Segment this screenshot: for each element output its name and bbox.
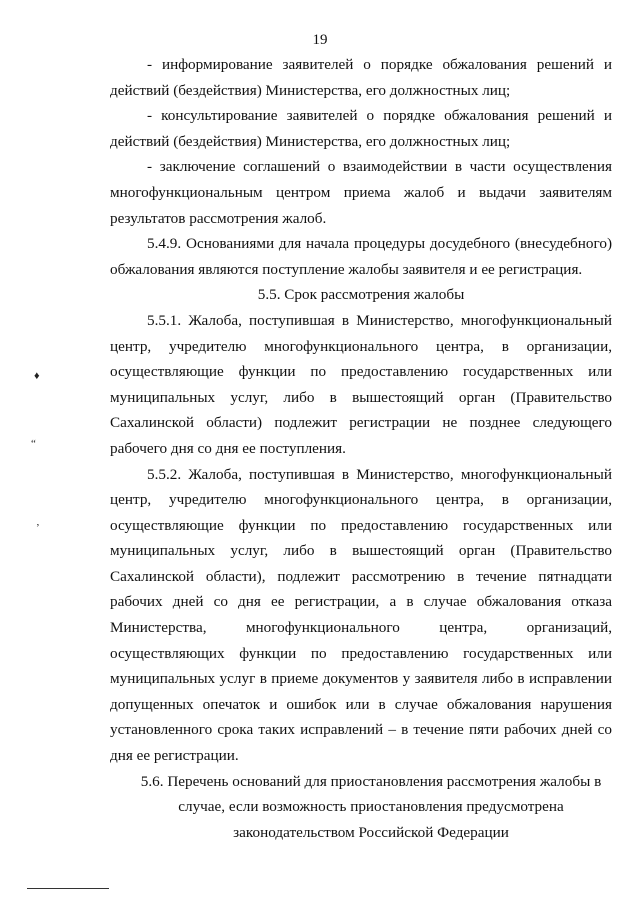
list-item-informing: - информирование заявителей о порядке обжалования решений и действий (бездействия) Министерства, его должностных лиц; — [110, 56, 612, 99]
margin-mark-dot: ♦ — [34, 370, 40, 382]
paragraph-5-5-2: 5.5.2. Жалоба, поступившая в Министерство, многофункциональный центр, учредителю многофункционального центра, в организации, осуществляющие функции по предоставлению государственных или муниципальных услуг, либо в вышестоящий орган (Правительство Сахалинской области), подлежит рассмотрению в течение пятнадцати рабочих дней со дня ее регистрации, а в случае обжалования отказа Министерства, многофункционального центра, организаций, осуществляющих функции по предоставлению государственных или муниципальных услуг в приеме документов у заявителя либо в исправлении допущенных опечаток и ошибок или в случае обжалования нарушения установленного срока таких исправлений – в течение пяти рабочих дней со дня ее регистрации. — [110, 465, 612, 765]
paragraph-5-4-9: 5.4.9. Основаниями для начала процедуры досудебного (внесудебного) обжалования являются поступление жалобы заявителя и ее регистрация. — [110, 235, 612, 278]
document-body — [110, 52, 612, 845]
footer-rule — [27, 888, 109, 889]
paragraph-5-5-1: 5.5.1. Жалоба, поступившая в Министерство, многофункциональный центр, учредителю многофункционального центра, в организации, осуществляющие функции по предоставлению государственных или муниципальных услуг, либо в вышестоящий орган (Правительство Сахалинской области) подлежит регистрации не позднее следующего рабочего дня со дня ее поступления. — [110, 311, 612, 457]
margin-mark-quote: “ — [31, 438, 36, 450]
section-heading-5-6 — [110, 769, 612, 846]
page-number: 19 — [312, 32, 328, 48]
section-heading-5-6-line2: случае, если возможность приостановления предусмотрена — [178, 798, 564, 816]
section-heading-5-5: 5.5. Срок рассмотрения жалобы — [257, 286, 465, 304]
section-heading-5-6-line3: законодательством Российской Федерации — [233, 823, 509, 841]
list-item-consulting: - консультирование заявителей о порядке обжалования решений и действий (бездействия) Министерства, его должностных лиц; — [110, 107, 612, 150]
list-item-agreements: - заключение соглашений о взаимодействии в части осуществления многофункциональным центром приема жалоб и выдачи заявителям результатов рассмотрения жалоб. — [110, 158, 612, 227]
margin-mark-tick: ’ — [36, 522, 40, 534]
section-heading-5-6-line1: 5.6. Перечень оснований для приостановления рассмотрения жалобы в — [140, 772, 602, 790]
